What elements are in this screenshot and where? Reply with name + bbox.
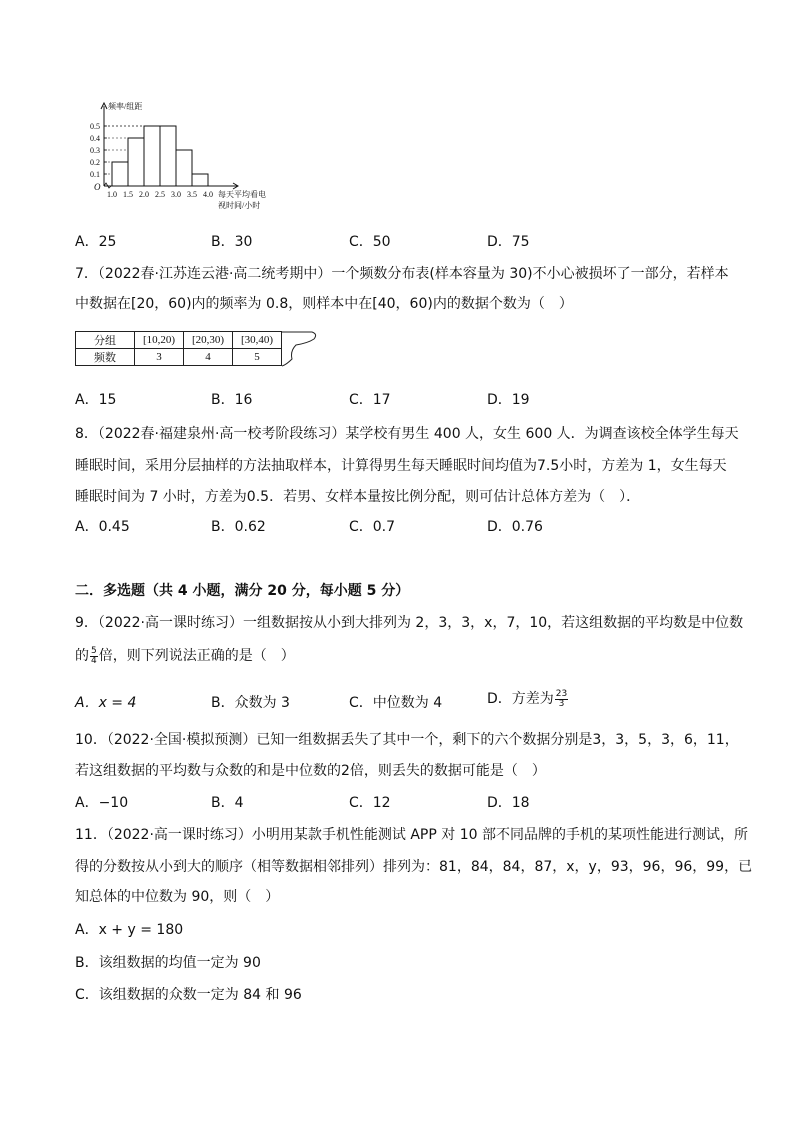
q9-stem-line2 <box>75 645 295 666</box>
histogram-bar <box>192 174 208 186</box>
table-cell: [20,30) <box>184 332 233 349</box>
origin-label: O <box>94 182 101 192</box>
y-tick-label: 0.3 <box>90 146 100 155</box>
q9-option-a[interactable]: A．x = 4 <box>75 695 137 711</box>
histogram-bar <box>176 150 192 186</box>
histogram-bar <box>128 138 144 186</box>
torn-table-edge <box>282 331 322 367</box>
y-axis-label: 频率/组距 <box>108 102 143 111</box>
q9-option-d[interactable] <box>487 688 569 709</box>
x-axis-label: 每天平均看电 <box>218 190 266 199</box>
x-tick-label: 3.0 <box>171 190 181 199</box>
fraction <box>90 647 98 666</box>
q9-text: 的 <box>75 648 89 664</box>
frequency-histogram <box>80 100 280 218</box>
x-tick-label: 4.0 <box>203 190 213 199</box>
x-tick-label: 1.5 <box>123 190 133 199</box>
x-axis-label: 视时间/小时 <box>218 201 261 210</box>
q11-option-a[interactable]: A．x + y = 180 <box>75 922 184 938</box>
histogram-bar <box>112 162 128 186</box>
q6-option-c[interactable]: C．50 <box>349 234 391 250</box>
fraction-numerator: 5 <box>91 645 97 656</box>
table-cell: 5 <box>233 349 282 366</box>
q7-option-d[interactable]: D．19 <box>487 392 530 408</box>
q9-text: 倍，则下列说法正确的是（ ） <box>98 648 295 664</box>
q7-option-a[interactable]: A．15 <box>75 392 117 408</box>
histogram-bar <box>144 126 160 186</box>
x-tick-label: 3.5 <box>187 190 197 199</box>
table-cell: 分组 <box>76 332 135 349</box>
q6-option-b[interactable]: B．30 <box>211 234 253 250</box>
x-tick-label: 2.5 <box>155 190 165 199</box>
q11-stem-line3: 知总体的中位数为 90，则（ ） <box>75 889 280 905</box>
q10-option-c[interactable]: C．12 <box>349 795 391 811</box>
q9-stem-line1: 9．（2022·高一课时练习）一组数据按从小到大排列为 2，3，3，x，7，10，若这组数据的平均数是中位数 <box>75 615 744 631</box>
q8-option-a[interactable]: A．0.45 <box>75 519 130 535</box>
q8-stem-line2: 睡眠时间，采用分层抽样的方法抽取样本，计算得男生每天睡眠时间均值为7.5小时，方差为 1，女生每天 <box>75 458 727 474</box>
y-tick-label: 0.2 <box>90 158 100 167</box>
table-cell: [10,20) <box>135 332 184 349</box>
q9-option-c[interactable]: C．中位数为 4 <box>349 695 443 711</box>
y-tick-label: 0.5 <box>90 122 100 131</box>
table-cell: 4 <box>184 349 233 366</box>
fraction-denominator: 4 <box>91 655 97 666</box>
q7-stem-line2: 中数据在[20，60)内的频率为 0.8，则样本中在[40，60)内的数据个数为（ ） <box>75 296 573 312</box>
q8-stem-line3: 睡眠时间为 7 小时，方差为0.5．若男、女样本量按比例分配，则可估计总体方差为（ ）． <box>75 489 641 505</box>
q9-option-b[interactable]: B．众数为 3 <box>211 695 290 711</box>
q11-option-c[interactable]: C．该组数据的众数一定为 84 和 96 <box>75 987 302 1003</box>
histogram-bar <box>160 126 176 186</box>
y-tick-label: 0.1 <box>90 170 100 179</box>
x-tick-label: 2.0 <box>139 190 149 199</box>
q10-stem-line2: 若这组数据的平均数与众数的和是中位数的2倍，则丢失的数据可能是（ ） <box>75 763 546 779</box>
q11-stem-line2: 得的分数按从小到大的顺序（相等数据相邻排列）排列为：81，84，84，87，x，y，93，96，96，99，已 <box>75 859 753 875</box>
q10-option-a[interactable]: A．−10 <box>75 795 129 811</box>
table-cell: [30,40) <box>233 332 282 349</box>
q8-option-b[interactable]: B．0.62 <box>211 519 266 535</box>
section-heading-multiple-choice: 二．多选题（共 4 小题，满分 20 分，每小题 5 分） <box>75 583 410 599</box>
q7-stem-line1: 7．（2022春·江苏连云港·高二统考期中）一个频数分布表(样本容量为 30)不小心被损坏了一部分，若样本 <box>75 266 729 282</box>
fraction-denominator: 3 <box>558 698 565 709</box>
q6-option-d[interactable]: D．75 <box>487 234 530 250</box>
q11-option-b[interactable]: B．该组数据的均值一定为 90 <box>75 955 261 971</box>
table-cell: 3 <box>135 349 184 366</box>
y-tick-label: 0.4 <box>90 134 100 143</box>
frequency-table <box>75 331 282 366</box>
x-tick-label: 1.0 <box>107 190 117 199</box>
table-cell: 频数 <box>76 349 135 366</box>
q8-option-c[interactable]: C．0.7 <box>349 519 396 535</box>
q10-option-d[interactable]: D．18 <box>487 795 530 811</box>
q6-option-a[interactable]: A．25 <box>75 234 117 250</box>
q9-option-d-label: D．方差为 <box>487 691 554 707</box>
fraction-numerator: 23 <box>555 688 568 699</box>
q11-stem-line1: 11．（2022·高一课时练习）小明用某款手机性能测试 APP 对 10 部不同品牌的手机的某项性能进行测试，所 <box>75 827 748 843</box>
q10-option-b[interactable]: B．4 <box>211 795 244 811</box>
q10-stem-line1: 10．（2022·全国·模拟预测）已知一组数据丢失了其中一个，剩下的六个数据分别是3，3，5，3，6，11， <box>75 732 739 748</box>
fraction <box>555 690 568 709</box>
q8-stem-line1: 8．（2022春·福建泉州·高一校考阶段练习）某学校有男生 400 人，女生 600 人．为调查该校全体学生每天 <box>75 426 739 442</box>
q8-option-d[interactable]: D．0.76 <box>487 519 543 535</box>
q7-option-c[interactable]: C．17 <box>349 392 391 408</box>
q7-option-b[interactable]: B．16 <box>211 392 253 408</box>
